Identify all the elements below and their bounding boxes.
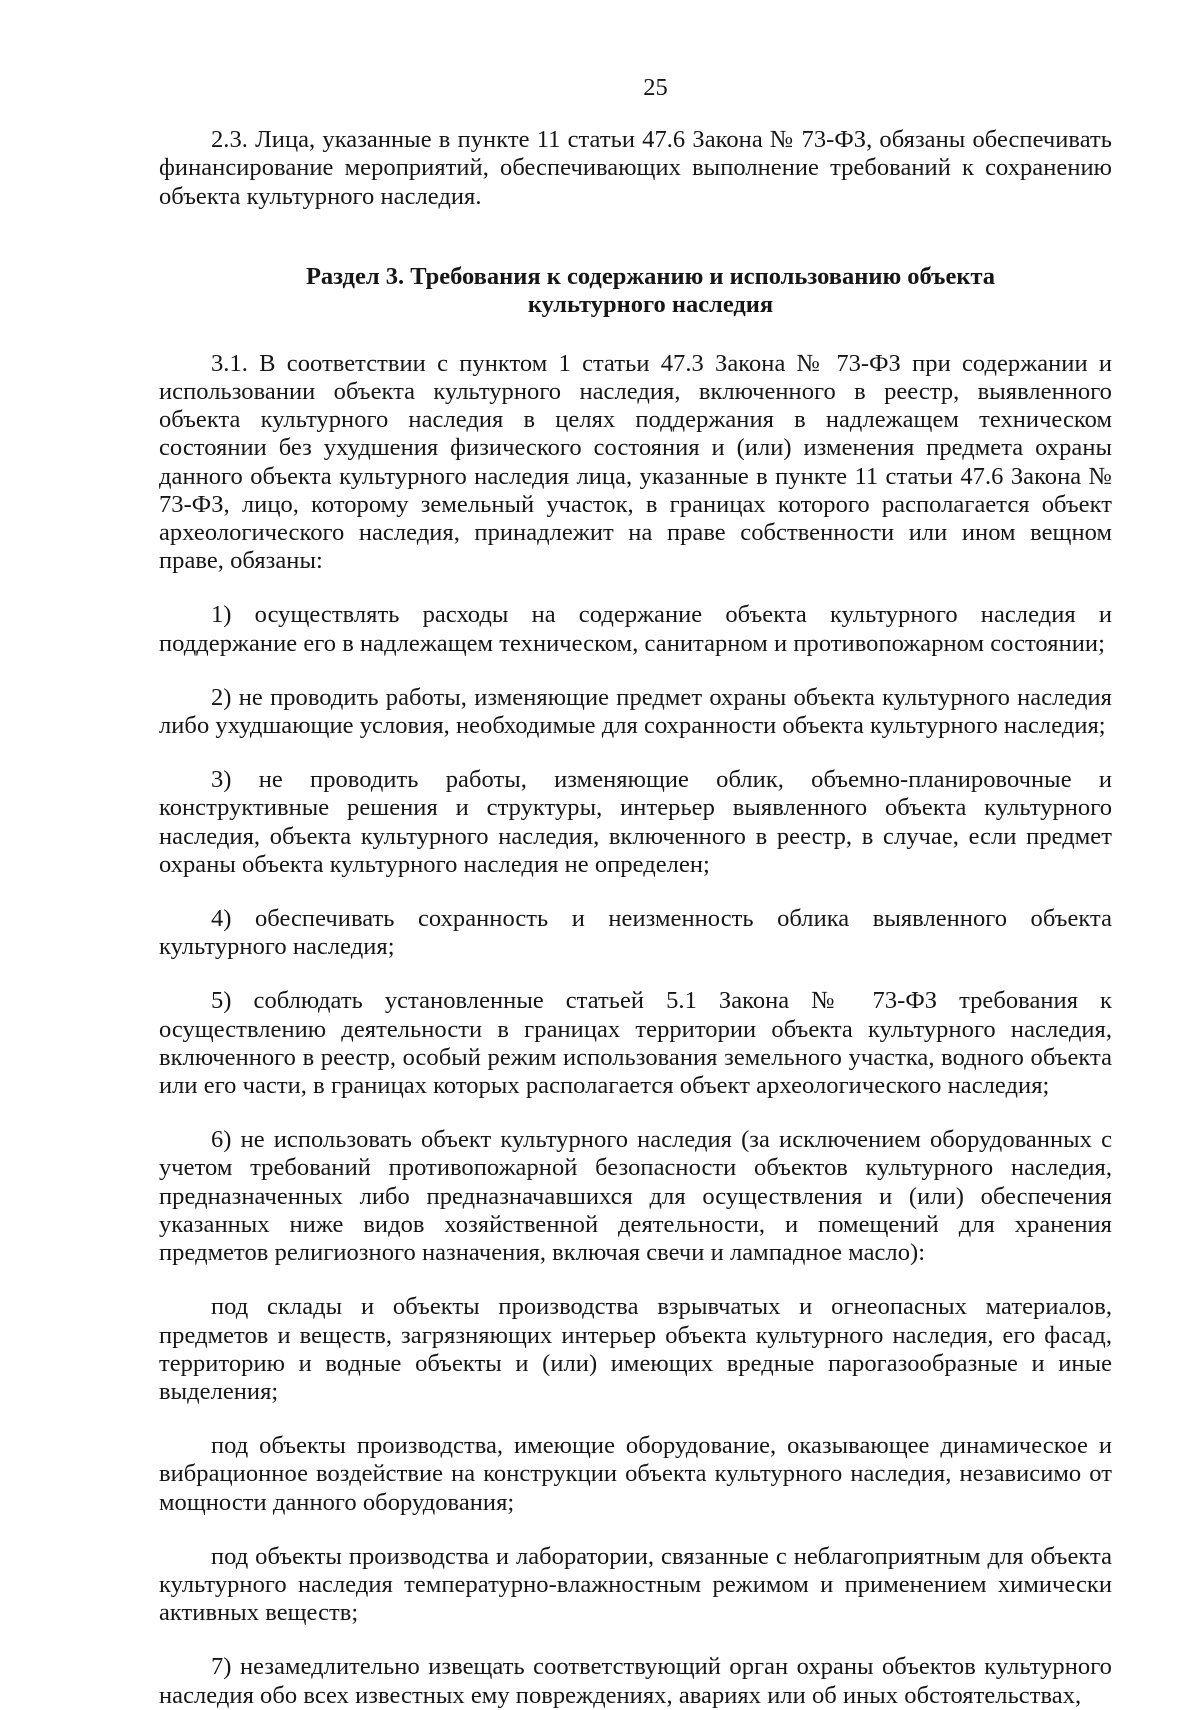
list-item-1: 1) осуществлять расходы на содержание объекта культурного наследия и поддержание его в надлежащем техническом, санитарном и противопожарном состоянии; xyxy=(159,601,1112,657)
section-heading-line-1: Раздел 3. Требования к содержанию и использованию объекта xyxy=(305,262,996,290)
paragraph-2-3: 2.3. Лица, указанные в пункте 11 статьи 47.6 Закона № 73-ФЗ, обязаны обеспечивать финансирование мероприятий, обеспечивающих выполнение требований к сохранению объекта культурного наследия. xyxy=(159,126,1112,210)
paragraph-3-1: 3.1. В соответствии с пунктом 1 статьи 47.3 Закона № 73-ФЗ при содержании и использовании объекта культурного наследия, включенного в реестр, выявленного объекта культурного наследия в целях поддержания в надлежащем техническом состоянии без ухудшения физического состояния и (или) изменения предмета охраны данного объекта культурного наследия лица, указанные в пункте 11 статьи 47.6 Закона № 73-ФЗ, лицо, которому земельный участок, в границах которого располагается объект археологического наследия, принадлежит на праве собственности или ином вещном праве, обязаны: xyxy=(159,349,1112,575)
sub-item-laboratories: под объекты производства и лаборатории, связанные с неблагоприятным для объекта культурного наследия температурно-влажностным режимом и применением химически активных веществ; xyxy=(159,1542,1112,1627)
sub-item-vibration: под объекты производства, имеющие оборудование, оказывающее динамическое и вибрационное воздействие на конструкции объекта культурного наследия, независимо от мощности данного оборудования; xyxy=(159,1432,1112,1516)
list-item-7: 7) незамедлительно извещать соответствующий орган охраны объектов культурного наследия обо всех известных ему повреждениях, авариях или об иных обстоятельствах, xyxy=(159,1653,1112,1709)
list-item-3: 3) не проводить работы, изменяющие облик, объемно-планировочные и конструктивные решения и структуры, интерьер выявленного объекта культурного наследия, объекта культурного наследия, включенного в реестр, в случае, если предмет охраны объекта культурного наследия не определен; xyxy=(159,766,1112,878)
list-item-2: 2) не проводить работы, изменяющие предмет охраны объекта культурного наследия либо ухудшающие условия, необходимые для сохранности объекта культурного наследия; xyxy=(159,683,1112,740)
list-item-4: 4) обеспечивать сохранность и неизменность облика выявленного объекта культурного наследия; xyxy=(159,905,1112,961)
section-heading xyxy=(159,263,1112,320)
list-item-6: 6) не использовать объект культурного наследия (за исключением оборудованных с учетом требований противопожарной безопасности объектов культурного наследия, предназначенных либо предназначавшихся для осуществления и (или) обеспечения указанных ниже видов хозяйственной деятельности, и помещений для хранения предметов религиозного назначения, включая свечи и лампадное масло): xyxy=(159,1126,1112,1267)
sub-item-warehouses: под склады и объекты производства взрывчатых и огнеопасных материалов, предметов и веществ, загрязняющих интерьер объекта культурного наследия, его фасад, территорию и водные объекты и (или) имеющих вредные парогазообразные и иные выделения; xyxy=(159,1293,1112,1405)
page-number: 25 xyxy=(643,74,668,101)
list-item-5: 5) соблюдать установленные статьей 5.1 Закона № 73-ФЗ требования к осуществлению деятельности в границах территории объекта культурного наследия, включенного в реестр, особый режим использования земельного участка, водного объекта или его части, в границах которых располагается объект археологического наследия; xyxy=(159,987,1112,1100)
section-heading-line-2: культурного наследия xyxy=(527,291,774,319)
